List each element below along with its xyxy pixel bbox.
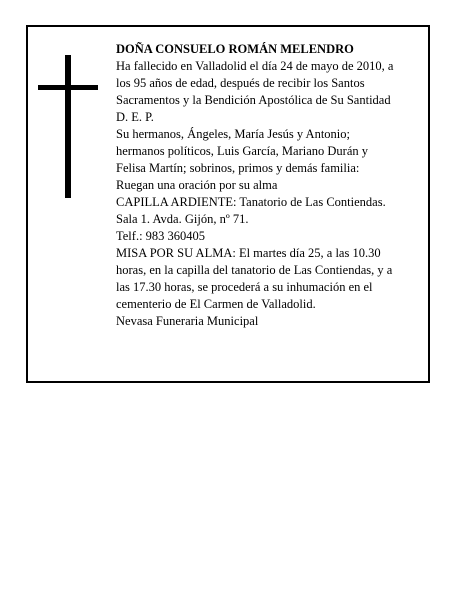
funeral-home-name: Nevasa Funeraria Municipal <box>116 314 259 328</box>
chapel-line-2: Sala 1. Avda. Gijón, nº 71. <box>116 212 249 226</box>
mass-line-4: cementerio de El Carmen de Valladolid. <box>116 297 316 311</box>
cross-horizontal-bar <box>38 85 98 90</box>
phone-line: Telf.: 983 360405 <box>116 229 206 243</box>
death-announcement-line-3: Sacramentos y la Bendición Apostólica de Su Santidad <box>116 93 391 107</box>
prayer-request: Ruegan una oración por su alma <box>116 178 278 192</box>
death-announcement-line-2: los 95 años de edad, después de recibir los Santos <box>116 76 365 90</box>
deceased-name: DOÑA CONSUELO ROMÁN MELENDRO <box>116 42 354 56</box>
family-line-1: Su hermanos, Ángeles, María Jesús y Antonio; <box>116 127 351 141</box>
obituary-notice <box>26 25 430 383</box>
family-line-3: Felisa Martín; sobrinos, primos y demás familia: <box>116 161 360 175</box>
death-announcement-line-1: Ha fallecido en Valladolid el día 24 de mayo de 2010, a <box>116 59 394 73</box>
latin-cross-icon <box>38 55 98 198</box>
notice-text <box>116 41 426 330</box>
family-line-2: hermanos políticos, Luis García, Mariano Durán y <box>116 144 369 158</box>
rip-line: D. E. P. <box>116 110 154 124</box>
cross-vertical-bar <box>65 55 71 198</box>
mass-line-1: MISA POR SU ALMA: El martes día 25, a las 10.30 <box>116 246 381 260</box>
mass-line-3: las 17.30 horas, se procederá a su inhumación en el <box>116 280 373 294</box>
chapel-line-1: CAPILLA ARDIENTE: Tanatorio de Las Contiendas. <box>116 195 386 209</box>
mass-line-2: horas, en la capilla del tanatorio de Las Contiendas, y a <box>116 263 393 277</box>
